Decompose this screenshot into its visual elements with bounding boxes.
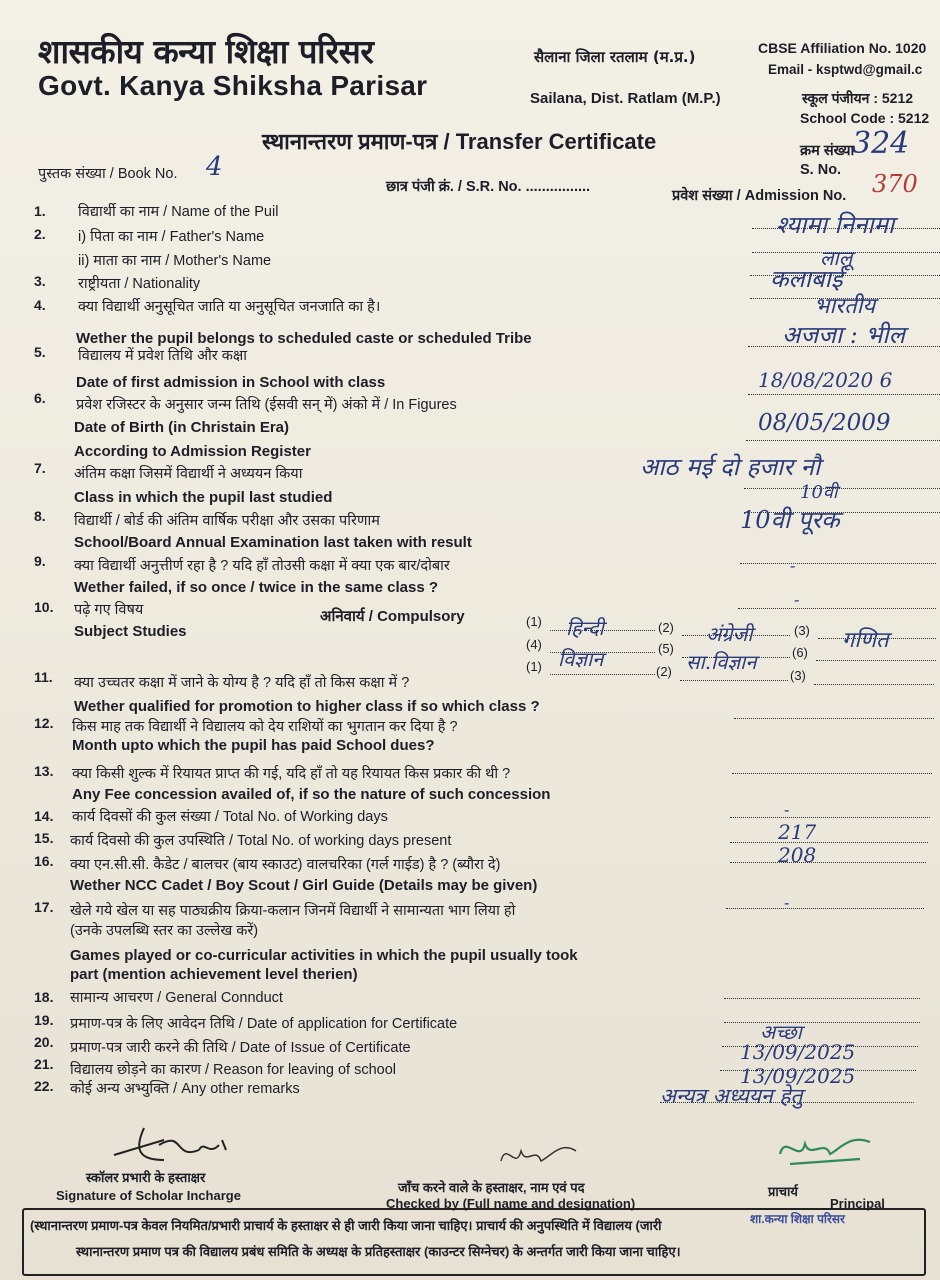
subject-slot-label: (3) [790,668,806,683]
item-number: 9. [34,553,46,569]
scholar-signature [104,1120,264,1170]
answer-present-days: 208 [778,843,817,867]
item-17-label-en: Games played or co-curricular activities in which the pupil usually took [70,947,578,964]
answer-conduct: अच्छा [760,1020,802,1044]
book-value: 4 [206,152,223,182]
answer-caste: अजजा : भील [782,321,905,349]
answer-admission-date: 18/08/2020 6 [758,368,893,392]
answer-line [744,488,940,489]
subject-slot-label: (1) [526,659,542,674]
item-13-label-en: Any Fee concession availed of, if so the nature of such concession [72,786,551,803]
item-6-label-en2: According to Admission Register [74,443,311,460]
item-number: 1. [34,203,46,219]
principal-label-en: Principal [830,1196,885,1211]
item-16-label-en: Wether NCC Cadet / Boy Scout / Girl Guide (Details may be given) [70,877,538,894]
item-3-label: राष्ट्रीयता / Nationality [78,276,201,292]
answer-mother-name: कलाबाई [770,265,843,293]
item-5-label-en: Date of first admission in School with class [76,374,386,391]
cbse-affiliation: CBSE Affiliation No. 1020 [758,40,927,56]
answer-nationality: भारतीय [814,294,876,319]
school-registration: स्कूल पंजीयन : 5212 [802,90,914,106]
subject-science: विज्ञान [558,647,604,671]
item-12-label-hi: किस माह तक विद्यार्थी ने विद्यालय को देय राशियों का भुगतान कर दिया है ? [72,719,458,735]
item-9-label-en: Wether failed, if so once / twice in the same class ? [74,579,439,596]
answer-line [730,842,928,843]
serial-value: 324 [852,126,910,161]
item-number: 5. [34,344,46,360]
item-17-label-hi: खेले गये खेल या सह पाठ्यक्रीय क्रिया-कलान जिनमें विद्यार्थी ने सामान्यता भाग लिया हो [70,903,516,919]
answer-line [730,817,930,818]
serial-label-en: S. No. [800,162,842,178]
item-7-label-hi: अंतिम कक्षा जिसमें विद्यार्थी ने अध्ययन किया [74,466,303,482]
item-1-label: विद्यार्थी का नाम / Name of the Puil [78,204,279,220]
item-16-label-hi: क्या एन.सी.सी. कैडेट / बालचर (बाय स्काउट) वालचरिका (गर्ल गाईड) है ? (ब्यौरा दे) [70,857,501,873]
item-number: 20. [34,1034,54,1050]
school-location-hindi: सैलाना जिला रतलाम (म.प्र.) [534,48,696,66]
item-6-label-en: Date of Birth (in Christain Era) [74,419,290,436]
item-10-label-hi: पढ़े गए विषय [74,602,144,618]
subject-slot-label: (1) [526,614,542,629]
subject-slot-label: (2) [656,664,672,679]
scholar-sign-label-en: Signature of Scholar Incharge [56,1188,241,1203]
item-number: 13. [34,763,54,779]
book-label: पुस्तक संख्या / Book No. [38,166,178,182]
item-number: 11. [34,669,53,685]
answer-failed: - [790,556,796,575]
answer-last-class: 10वी [800,482,838,503]
answer-father-name: लालू [820,246,853,270]
answer-ncc-dash: - [784,893,790,912]
subject-slot-label: (4) [526,637,542,652]
item-number: 6. [34,390,46,406]
item-number: 21. [34,1056,54,1072]
item-8-label-hi: विद्यार्थी / बोर्ड की अंतिम वार्षिक परीक्षा और उसका परिणाम [74,513,380,529]
item-7-label-en: Class in which the pupil last studied [74,489,333,506]
item-number: 14. [34,808,54,824]
answer-line [734,718,934,719]
compulsory-label: अनिवार्य / Compulsory [320,608,465,625]
subject-line [814,684,934,685]
answer-line [740,563,936,564]
item-4-label-en: Wether the pupil belongs to scheduled caste or scheduled Tribe [76,330,532,347]
answer-line [738,608,936,609]
answer-line [746,440,940,441]
sr-number: छात्र पंजी क्रं. / S.R. No. ................ [386,179,591,195]
scholar-sign-label-hi: स्कॉलर प्रभारी के हस्ताक्षर [86,1170,206,1185]
item-number: 4. [34,297,46,313]
answer-line [724,998,920,999]
item-15-label: कार्य दिवसो की कुल उपस्थिति / Total No. of working days present [70,833,452,849]
answer-working-days-dash: - [784,800,790,819]
item-17-label-en2: part (mention achievement level therien) [70,966,358,983]
checked-by-label-hi: जाँच करने वाले के हस्ताक्षर, नाम एवं पद [398,1180,585,1195]
admission-label: प्रवेश संख्या / Admission No. [672,188,847,204]
subject-social-science: सा.विज्ञान [686,650,757,674]
subject-line [550,674,655,675]
item-22-label: कोई अन्य अभ्युक्ति / Any other remarks [70,1081,300,1097]
item-20-label: प्रमाण-पत्र जारी करने की तिथि / Date of Issue of Certificate [70,1040,411,1056]
school-location-english: Sailana, Dist. Ratlam (M.P.) [530,90,721,107]
school-name-english: Govt. Kanya Shiksha Parisar [38,70,428,101]
checker-signature [496,1136,586,1176]
subject-hindi: हिन्दी [566,616,604,640]
school-name-hindi: शासकीय कन्या शिक्षा परिसर [38,32,374,71]
answer-reason: अन्यत्र अध्ययन हेतु [660,1084,803,1108]
email-address: Email - ksptwd@gmail.c [768,62,923,77]
item-number: 18. [34,989,54,1005]
principal-signature [770,1124,890,1174]
subject-line [680,680,788,681]
answer-line [748,394,940,395]
principal-label-hi: प्राचार्य [768,1184,798,1199]
item-number: 15. [34,830,54,846]
answer-line [730,862,926,863]
certificate-title: स्थानान्तरण प्रमाण-पत्र / Transfer Certificate [262,129,657,154]
answer-exam-result: 10वी पूरक [740,506,840,534]
answer-issue-date: 13/09/2025 [740,1064,856,1088]
item-2-father-label: i) पिता का नाम / Father's Name [78,229,265,245]
item-number: 22. [34,1078,54,1094]
subject-line [816,660,936,661]
school-code: School Code : 5212 [800,110,930,126]
item-21-label: विद्यालय छोड़ने का कारण / Reason for leaving of school [70,1062,397,1078]
answer-dob-figures: 08/05/2009 [758,410,891,436]
item-6-label-hi: प्रवेश रजिस्टर के अनुसार जन्म तिथि (ईसवी सन् में) अंको में / In Figures [76,397,457,413]
item-19-label: प्रमाण-पत्र के लिए आवेदन तिथि / Date of application for Certificate [70,1016,458,1032]
item-13-label-hi: क्या किसी शुल्क में रियायत प्राप्त की गई, यदि हाँ तो यह रियायत किस प्रकार की थी ? [72,766,511,782]
answer-line [724,1022,920,1023]
footer-note-line-2: स्थानान्तरण प्रमाण पत्र की विद्यालय प्रबंध समिति के अध्यक्ष के प्रतिहस्ताक्षर (काउन्टर सिग्नेचर) के अन्तर्गत जारी किया जाना चाहिए। [76,1244,681,1259]
subject-maths: गणित [842,628,889,653]
admission-value: 370 [872,170,918,198]
item-number: 2. [34,226,46,242]
item-11-label-en: Wether qualified for promotion to higher class if so which class ? [74,698,540,715]
answer-student-name: श्यामा निनामा [776,211,895,239]
item-number: 16. [34,853,54,869]
item-5-label-hi: विद्यालय में प्रवेश तिथि और कक्षा [78,348,248,364]
answer-line [732,773,932,774]
answer-application-date: 13/09/2025 [740,1040,856,1064]
item-10-label-en: Subject Studies [74,623,187,640]
item-4-label-hi: क्या विद्यार्थी अनुसूचित जाति या अनुसूचित जनजाति का है। [78,299,381,315]
item-number: 17. [34,899,54,915]
serial-label: क्रम संख्या [800,143,855,159]
checked-by-label-en: Checked by (Full name and designation) [386,1196,636,1211]
item-17-label-hi2: (उनके उपलब्धि स्तर का उल्लेख करें) [70,923,259,939]
subject-slot-label: (3) [794,623,810,638]
answer-line [726,908,924,909]
item-8-label-en: School/Board Annual Examination last taken with result [74,534,472,551]
item-11-label-hi: क्या उच्चतर कक्षा में जाने के योग्य है ? यदि हाँ तो किस कक्षा में ? [74,675,410,691]
answer-working-days: 217 [778,820,817,844]
item-number: 12. [34,715,54,731]
item-number: 19. [34,1012,54,1028]
item-number: 8. [34,508,46,524]
subject-slot-label: (6) [792,645,808,660]
subject-english: अंग्रेजी [706,622,753,646]
item-12-label-en: Month upto which the pupil has paid School dues? [72,737,435,754]
item-9-label-hi: क्या विद्यार्थी अनुत्तीर्ण रहा है ? यदि हाँ तोउसी कक्षा में क्या एक बार/दोबार [74,558,450,574]
subject-slot-label: (5) [658,641,674,656]
footer-note-line-1: (स्थानान्तरण प्रमाण-पत्र केवल नियमित/प्रभारी प्राचार्य के हस्ताक्षर से ही जारी किया जाना चाहिए। प्राचार्य की अनुपस्थिति में विद्यालय (जारी [30,1218,662,1233]
answer-subjects-dash: - [794,590,800,609]
item-number: 10. [34,599,54,615]
school-stamp: शा.कन्या शिक्षा परिसर [750,1212,845,1226]
item-number: 7. [34,460,46,476]
answer-dob-words: आठ मई दो हजार नौ [640,453,821,481]
subject-slot-label: (2) [658,620,674,635]
item-2-mother-label: ii) माता का नाम / Mother's Name [78,253,272,269]
item-number: 3. [34,273,46,289]
item-18-label: सामान्य आचरण / General Connduct [70,990,283,1006]
item-14-label: कार्य दिवसों की कुल संख्या / Total No. of Working days [72,809,388,825]
